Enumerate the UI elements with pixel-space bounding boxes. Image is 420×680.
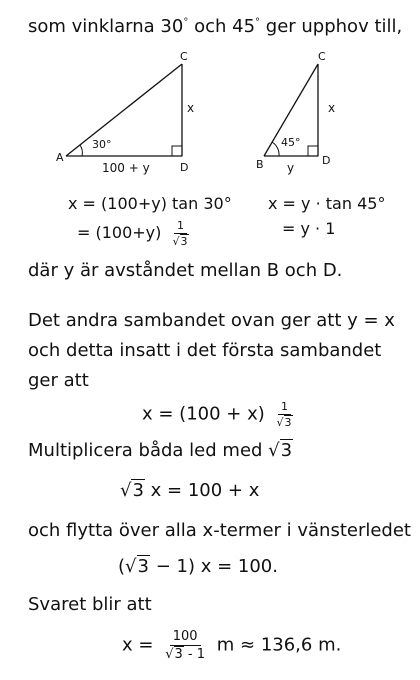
right-label-b: B (256, 158, 264, 171)
eq-left-line1: x = (100+y) tan 30° (68, 194, 232, 213)
intro-text: som vinklarna (28, 16, 155, 37)
eq-right-line1: x = y · tan 45° (268, 194, 386, 213)
left-label-a: A (56, 151, 64, 164)
text-line-3: och detta insatt i det första sambandet (28, 340, 382, 361)
left-label-x: x (187, 101, 195, 115)
eq-left-line2-pre: = (100+y) (77, 223, 162, 242)
angle-45: 45 (232, 16, 256, 37)
eq1-frac-num: 1 (278, 401, 291, 415)
text-5-root: 3 (280, 440, 293, 461)
eq1-frac-den-radicand: 3 (284, 416, 292, 429)
right-label-x: x (328, 101, 336, 115)
eq3-root: 3 (137, 556, 149, 577)
left-label-c: C (180, 50, 188, 63)
eq-left-fraction (169, 220, 191, 247)
eq-left-frac-den: √3 (172, 235, 188, 248)
eq-left-frac-num: 1 (174, 220, 187, 234)
eq1-frac-den: √3 (276, 416, 292, 429)
text-line-7: Svaret blir att (28, 594, 152, 615)
intro-line: som vinklarna 30° och 45° ger upphov till, (28, 16, 403, 37)
equation-2: √3 x = 100 + x (120, 480, 260, 501)
right-base-label: y (287, 161, 295, 175)
eq4-frac-num: 100 (170, 630, 201, 646)
eq4-frac-den-rest: - 1 (187, 647, 206, 662)
text-line-2: Det andra sambandet ovan ger att y = x (28, 310, 395, 331)
eq4-fraction (162, 630, 208, 661)
eq4-pre: x = (122, 634, 154, 656)
eq3-open: ( (118, 556, 126, 577)
eq1-pre: x = (100 + x) (142, 403, 265, 425)
text-5-pre: Multiplicera båda led med (28, 440, 263, 461)
eq4-post: m ≈ 136,6 m. (216, 634, 342, 656)
eq-left-line2 (77, 220, 195, 247)
left-label-d: D (180, 161, 189, 174)
angle-30: 30 (160, 16, 184, 37)
right-label-d: D (322, 154, 331, 167)
eq2-root: 3 (132, 480, 144, 501)
eq3-rest: − 1) x = 100. (155, 556, 278, 577)
intro-post: ger upphov till, (265, 16, 403, 37)
left-base-label: 100 + y (102, 161, 150, 175)
equation-3: (√3 − 1) x = 100. (118, 556, 278, 577)
right-label-c: C (318, 50, 326, 63)
triangle-left (56, 50, 194, 175)
eq-left-frac-den-radicand: 3 (180, 235, 188, 248)
eq2-rest: x = 100 + x (150, 480, 260, 501)
equation-4 (122, 630, 341, 661)
triangle-right (256, 50, 335, 175)
text-line-4: ger att (28, 370, 89, 391)
eq-right-line2: = y · 1 (282, 219, 336, 238)
equation-1 (142, 401, 299, 428)
intro-mid: och (194, 16, 227, 37)
text-line-5: Multiplicera båda led med √3 (28, 440, 293, 461)
text-line-6: och flytta över alla x-termer i vänsterledet (28, 520, 411, 541)
left-angle-label: 30° (92, 138, 112, 151)
right-angle-label: 45° (281, 136, 301, 149)
eq4-frac-den: √3 - 1 (165, 647, 206, 662)
eq4-frac-den-root: 3 (174, 647, 183, 662)
text-line-1: där y är avståndet mellan B och D. (28, 260, 343, 281)
eq1-fraction (274, 401, 296, 428)
